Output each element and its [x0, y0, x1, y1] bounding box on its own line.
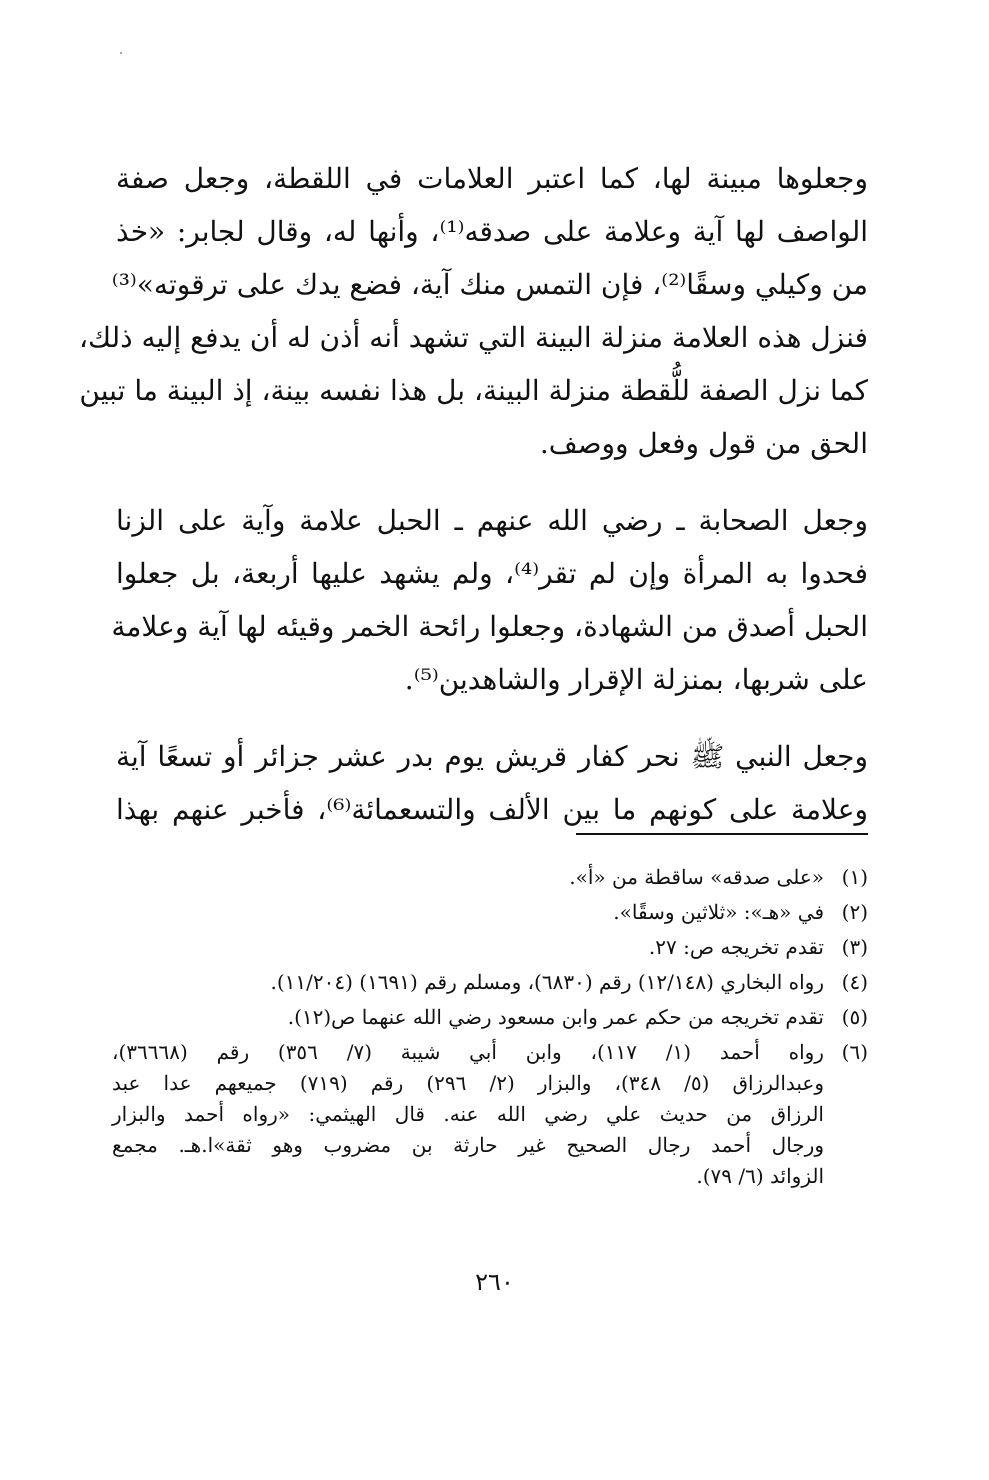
- footnote-text: [112, 1037, 824, 1192]
- footnote-divider: [576, 833, 868, 835]
- footnote-text: [112, 897, 824, 928]
- footnote-text: [112, 1002, 824, 1033]
- footnote-1: [112, 862, 868, 893]
- text-line: الحبل أصدق من الشهادة، وجعلوا رائحة الخمر وقيئه لها آية وعلامة: [111, 610, 868, 643]
- footnote-4: [112, 967, 868, 998]
- footnote-number: (٣): [841, 935, 868, 959]
- footnote-number: (٢): [841, 900, 868, 924]
- main-text-block: [78, 152, 868, 836]
- text-line: فحدوا به المرأة وإن لم تقر⁽⁴⁾، ولم يشهد عليها أربعة، بل جعلوا: [116, 557, 868, 590]
- footnote-line: الزوائد (٦/ ٧٩).: [696, 1164, 824, 1188]
- text-line: الحق من قول وفعل ووصف.: [539, 427, 868, 460]
- scan-speck: [120, 52, 122, 54]
- footnote-number: (٥): [841, 1005, 868, 1029]
- footnote-number: (١): [841, 865, 868, 889]
- text-line: وعلامة على كونهم ما بين الألف والتسعمائة⁽⁶⁾، فأخبر عنهم بهذا: [116, 793, 868, 826]
- footnote-2: [112, 897, 868, 928]
- text-line: الواصف لها آية وعلامة على صدقه⁽¹⁾، وأنها له، وقال لجابر: «خذ: [116, 215, 868, 248]
- footnote-line: في «هـ»: «ثلاثين وسقًا».: [613, 900, 824, 924]
- footnote-text: [112, 932, 824, 963]
- page-number: ٢٦٠: [475, 1268, 514, 1296]
- footnote-number: (٦): [841, 1040, 868, 1064]
- footnote-text: [112, 862, 824, 893]
- text-line: من وكيلي وسقًا⁽²⁾، فإن التمس منك آية، فضع يدك على ترقوته»⁽³⁾: [111, 268, 868, 301]
- footnote-line: رواه أحمد (١/ ١١٧)، وابن أبي شيبة (٧/ ٣٥٦) رقم (٣٦٦٦٨)،: [112, 1040, 824, 1064]
- text-line: وجعل الصحابة ـ رضي الله عنهم ـ الحبل علامة وآية على الزنا: [116, 504, 868, 537]
- paragraph-2: [111, 494, 868, 706]
- footnote-line: تقدم تخريجه ص: ٢٧.: [648, 935, 824, 959]
- text-line: فنزل هذه العلامة منزلة البينة التي تشهد أنه أذن له أن يدفع إليه ذلك،: [78, 321, 868, 354]
- footnote-line: رواه البخاري (١٢/١٤٨) رقم (٦٨٣٠)، ومسلم رقم (١٦٩١) (١١/٢٠٤).: [270, 970, 824, 994]
- text-line: كما نزل الصفة للُّقطة منزلة البينة، بل هذا نفسه بينة، إذ البينة ما تبين: [79, 374, 868, 407]
- footnote-line: الرزاق من حديث علي رضي الله عنه. قال الهيثمي: «رواه أحمد والبزار: [112, 1102, 824, 1126]
- footnote-line: «على صدقه» ساقطة من «أ».: [569, 865, 824, 889]
- footnote-number: (٤): [841, 970, 868, 994]
- footnote-3: [112, 932, 868, 963]
- footnote-5: [112, 1002, 868, 1033]
- paragraph-3: [116, 730, 868, 836]
- text-line: وجعل النبي ﷺ نحر كفار قريش يوم بدر عشر جزائر أو تسعًا آية: [116, 740, 868, 773]
- text-line: على شربها، بمنزلة الإقرار والشاهدين⁽⁵⁾.: [404, 663, 868, 696]
- footnote-line: تقدم تخريجه من حكم عمر وابن مسعود رضي الله عنهما ص(١٢).: [287, 1005, 824, 1029]
- footnote-6: [112, 1037, 868, 1192]
- footnote-text: [112, 967, 824, 998]
- footnote-line: وعبدالرزاق (٥/ ٣٤٨)، والبزار (٢/ ٢٩٦) رقم (٧١٩) جميعهم عدا عبد: [112, 1071, 825, 1095]
- paragraph-1: [78, 152, 868, 470]
- footnote-line: ورجال أحمد رجال الصحيح غير حارثة بن مضروب وهو ثقة»ا.هـ. مجمع: [112, 1133, 824, 1157]
- text-line: وجعلوها مبينة لها، كما اعتبر العلامات في اللقطة، وجعل صفة: [116, 162, 868, 195]
- footnotes-block: [112, 862, 868, 1196]
